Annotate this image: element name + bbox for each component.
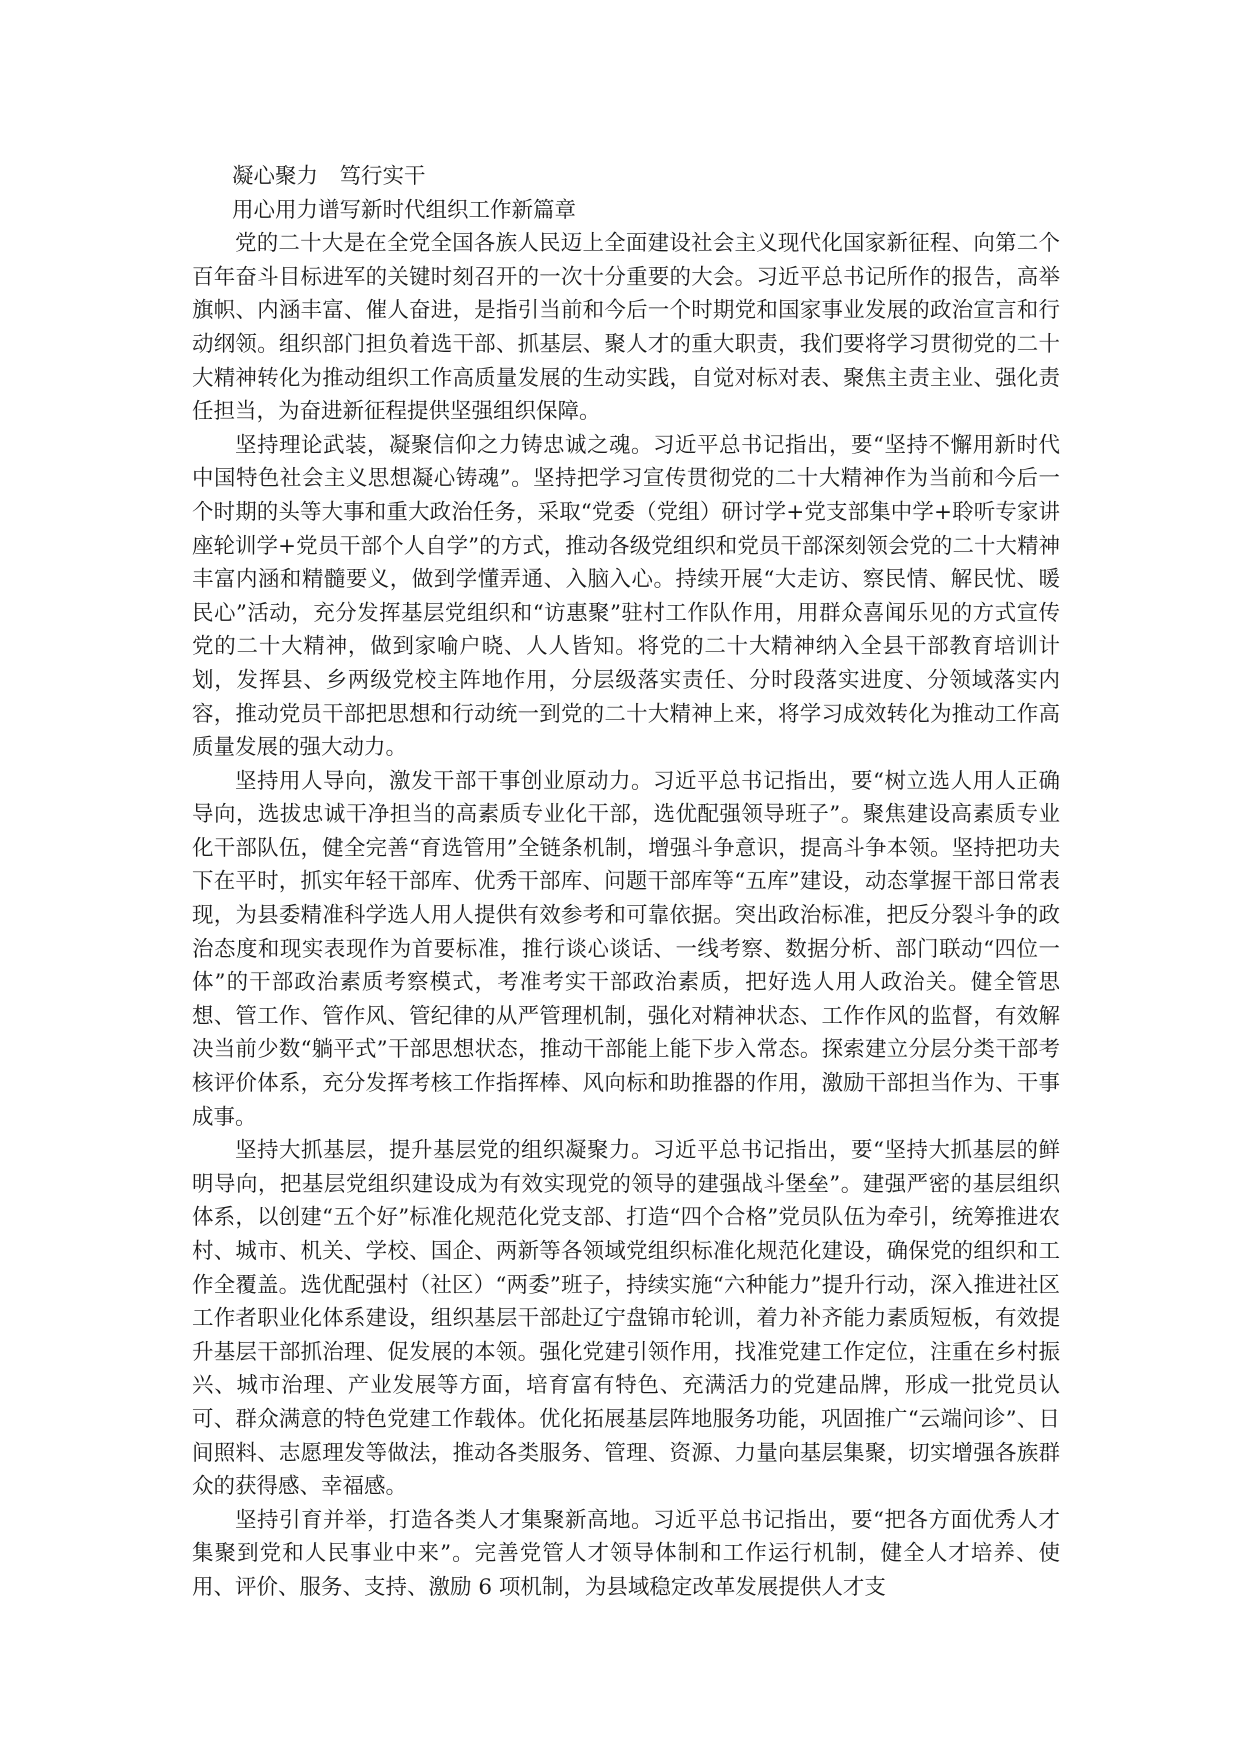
paragraph-grassroots: 坚持大抓基层，提升基层党的组织凝聚力。习近平总书记指出，要“坚持大抓基层的鲜明导向，把基层党组织建设成为有效实现党的领导的建强战斗堡垒”。建强严密的基层组织体系，以创建“五个好”标准化规范化党支部、打造“四个合格”党员队伍为牵引，统筹推进农村、城市、机关、学校、国企、两新等各领域党组织标准化规范化建设，确保党的组织和工作全覆盖。选优配强村（社区）“两委”班子，持续实施“六种能力”提升行动，深入推进社区工作者职业化体系建设，组织基层干部赴辽宁盘锦市轮训，着力补齐能力素质短板，有效提升基层干部抓治理、促发展的本领。强化党建引领作用，找准党建工作定位，注重在乡村振兴、城市治理、产业发展等方面，培育富有特色、充满活力的党建品牌，形成一批党员认可、群众满意的特色党建工作载体。优化拓展基层阵地服务功能，巩固推广“云端问诊”、日间照料、志愿理发等做法，推动各类服务、管理、资源、力量向基层集聚，切实增强各族群众的获得感、幸福感。 — [192, 1138, 1060, 1500]
document-title: 凝心聚力 笃行实干 — [232, 164, 426, 189]
paragraph-cadres: 坚持用人导向，激发干部干事创业原动力。习近平总书记指出，要“树立选人用人正确导向，选拔忠诚干净担当的高素质专业化干部，选优配强领导班子”。聚焦建设高素质专业化干部队伍，健全完善“育选管用”全链条机制，增强斗争意识，提高斗争本领。坚持把功夫下在平时，抓实年轻干部库、优秀干部库、问题干部库等“五库”建设，动态掌握干部日常表现，为县委精准科学选人用人提供有效参考和可靠依据。突出政治标准，把反分裂斗争的政治态度和现实表现作为首要标准，推行谈心谈话、一线考察、数据分析、部门联动“四位一体”的干部政治素质考察模式，考准考实干部政治素质，把好选人用人政治关。健全管思想、管工作、管作风、管纪律的从严管理机制，强化对精神状态、工作作风的监督，有效解决当前少数“躺平式”干部思想状态，推动干部能上能下步入常态。探索建立分层分类干部考核评价体系，充分发挥考核工作指挥棒、风向标和助推器的作用，激励干部担当作为、干事成事。 — [192, 768, 1060, 1130]
paragraph-intro: 党的二十大是在全党全国各族人民迈上全面建设社会主义现代化国家新征程、向第二个百年奋斗目标进军的关键时刻召开的一次十分重要的大会。习近平总书记所作的报告，高举旗帜、内涵丰富、催人奋进，是指引当前和今后一个时期党和国家事业发展的政治宣言和行动纲领。组织部门担负着选干部、抓基层、聚人才的重大职责，我们要将学习贯彻党的二十大精神转化为推动组织工作高质量发展的生动实践，自觉对标对表、聚焦主责主业、强化责任担当，为奋进新征程提供坚强组织保障。 — [192, 231, 1060, 425]
paragraph-talent: 坚持引育并举，打造各类人才集聚新高地。习近平总书记指出，要“把各方面优秀人才集聚到党和人民事业中来”。完善党管人才领导体制和工作运行机制，健全人才培养、使用、评价、服务、支持、激励 6 项机制，为县域稳定改革发展提供人才支 — [192, 1507, 1060, 1600]
document-body — [192, 160, 1060, 1605]
document-subtitle: 用心用力谱写新时代组织工作新篇章 — [232, 197, 577, 223]
paragraph-theory: 坚持理论武装，凝聚信仰之力铸忠诚之魂。习近平总书记指出，要“坚持不懈用新时代中国特色社会主义思想凝心铸魂”。坚持把学习宣传贯彻党的二十大精神作为当前和今后一个时期的头等大事和重大政治任务，采取“党委（党组）研讨学+党支部集中学+聆听专家讲座轮训学+党员干部个人自学”的方式，推动各级党组织和党员干部深刻领会党的二十大精神丰富内涵和精髓要义，做到学懂弄通、入脑入心。持续开展“大走访、察民情、解民忧、暖民心”活动，充分发挥基层党组织和“访惠聚”驻村工作队作用，用群众喜闻乐见的方式宣传党的二十大精神，做到家喻户晓、人人皆知。将党的二十大精神纳入全县干部教育培训计划，发挥县、乡两级党校主阵地作用，分层级落实责任、分时段落实进度、分领域落实内容，推动党员干部把思想和行动统一到党的二十大精神上来，将学习成效转化为推动工作高质量发展的强大动力。 — [192, 432, 1060, 761]
